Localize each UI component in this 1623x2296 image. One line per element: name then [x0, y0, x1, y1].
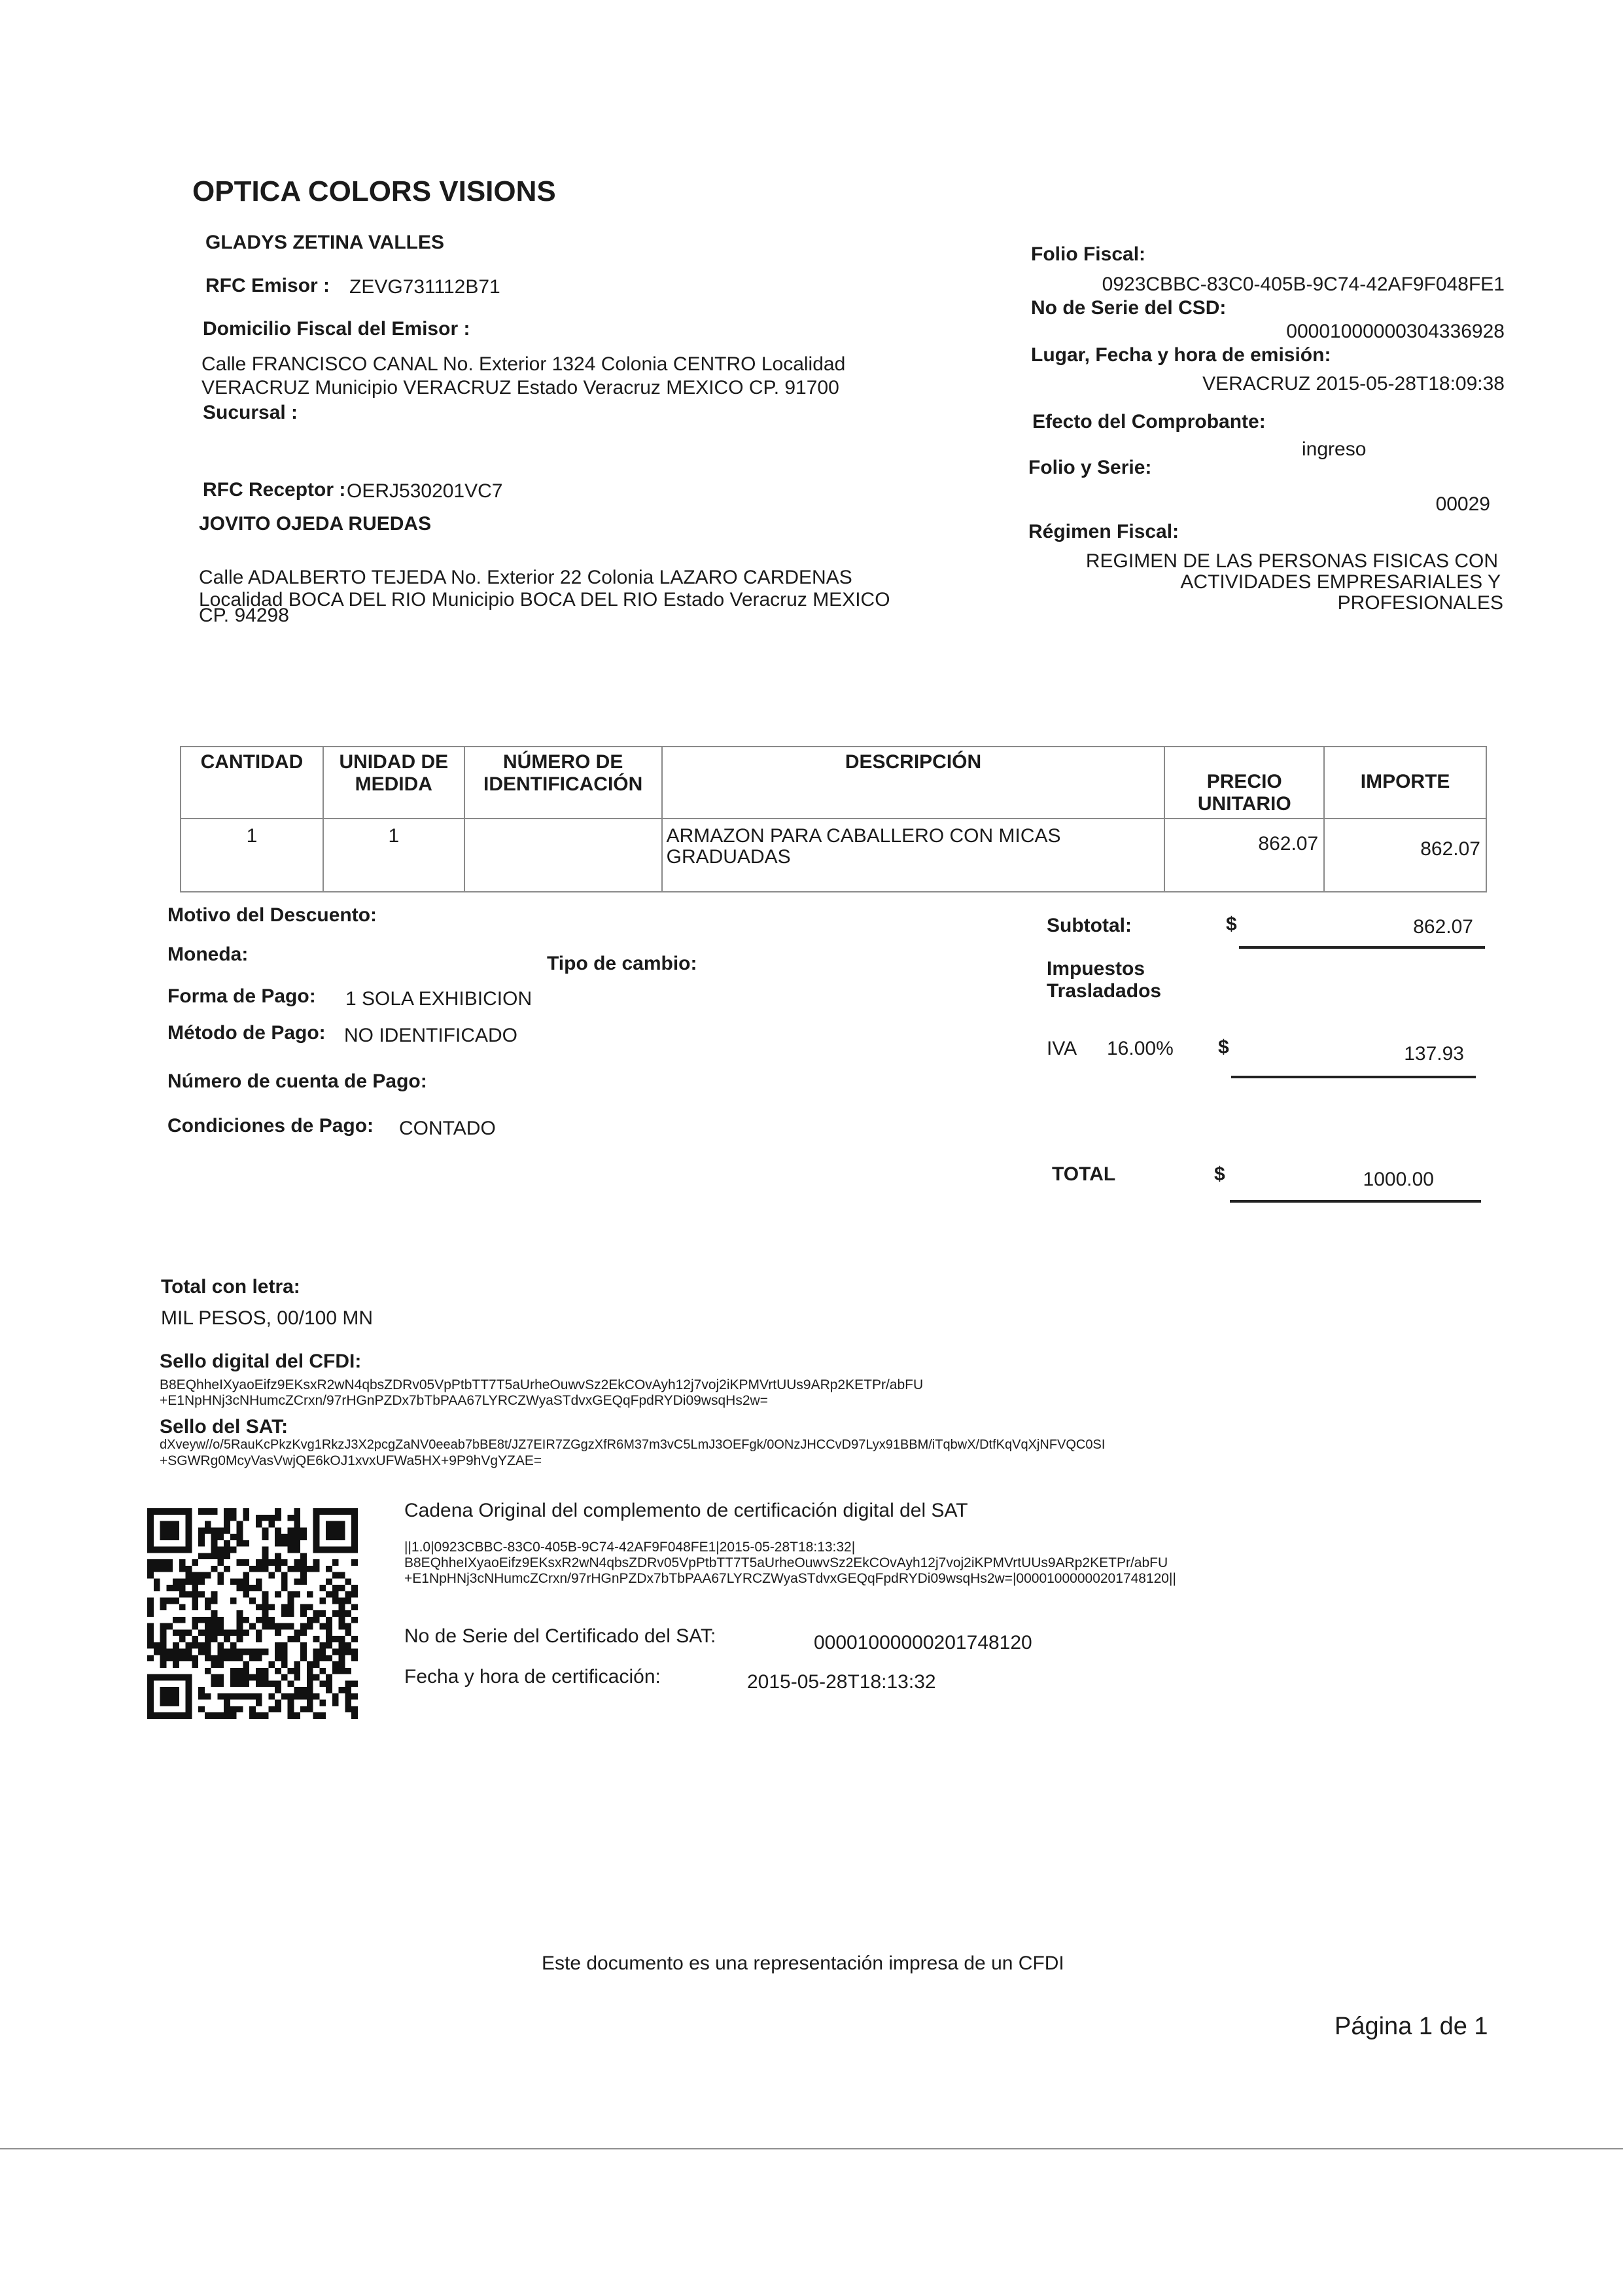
iva-rate: 16.00% [1107, 1038, 1174, 1059]
iva-currency: $ [1218, 1036, 1229, 1058]
footer-note: Este documento es una representación impresa de un CFDI [542, 1952, 1064, 1974]
lugar-label: Lugar, Fecha y hora de emisión: [1031, 344, 1331, 366]
letra-label: Total con letra: [161, 1276, 300, 1298]
receptor-addr-line2: Localidad BOCA DEL RIO Municipio BOCA DEL RIO Estado Veracruz MEXICO [199, 589, 890, 610]
items-table [180, 746, 1487, 892]
iva-rule [1231, 1076, 1476, 1078]
motivo-label: Motivo del Descuento: [167, 904, 377, 926]
col-importe: IMPORTE [1324, 747, 1486, 819]
cell-importe: 862.07 [1324, 819, 1486, 892]
total-value: 1000.00 [1363, 1169, 1434, 1190]
rfc-emisor-label: RFC Emisor : [205, 275, 330, 296]
cuenta-label: Número de cuenta de Pago: [167, 1070, 427, 1092]
folio-serie-label: Folio y Serie: [1028, 457, 1152, 478]
col-precio: PRECIO UNITARIO [1164, 747, 1324, 819]
total-rule [1230, 1200, 1481, 1203]
regimen-label: Régimen Fiscal: [1028, 521, 1179, 542]
sello-sat-line2: +SGWRg0McyVasVwjQE6kOJ1xvxUFWa5HX+9P9hVgYZAE= [160, 1453, 542, 1468]
cell-numero-id [464, 819, 662, 892]
receptor-name: JOVITO OJEDA RUEDAS [199, 513, 432, 535]
sello-sat-label: Sello del SAT: [160, 1416, 288, 1438]
subtotal-currency: $ [1226, 913, 1237, 935]
total-currency: $ [1214, 1163, 1225, 1185]
forma-label: Forma de Pago: [167, 985, 316, 1007]
emisor-name: GLADYS ZETINA VALLES [205, 232, 445, 253]
subtotal-label: Subtotal: [1047, 915, 1132, 936]
domicilio-line2: VERACRUZ Municipio VERACRUZ Estado Veracruz MEXICO CP. 91700 [201, 377, 839, 398]
forma-value: 1 SOLA EXHIBICION [345, 988, 532, 1010]
sello-cfdi-label: Sello digital del CFDI: [160, 1351, 362, 1372]
cadena-line1: ||1.0|0923CBBC-83C0-405B-9C74-42AF9F048FE1|2015-05-28T18:13:32| [404, 1540, 856, 1555]
serie-csd-value: 00001000000304336928 [1286, 321, 1505, 342]
efecto-value: ingreso [1302, 438, 1367, 460]
fecha-cert-label: Fecha y hora de certificación: [404, 1666, 661, 1687]
subtotal-rule [1239, 946, 1485, 949]
sello-cfdi-line1: B8EQhheIXyaoEifz9EKsxR2wN4qbsZDRv05VpPtbTT7T5aUrheOuwvSz2EkCOvAyh12j7voj2iKPMVrtUUs9ARp2KETPr/abFU [160, 1377, 924, 1392]
cell-precio: 862.07 [1164, 819, 1324, 892]
metodo-label: Método de Pago: [167, 1022, 326, 1044]
rfc-emisor-value: ZEVG731112B71 [349, 276, 500, 298]
tipo-cambio-label: Tipo de cambio: [547, 953, 697, 974]
letra-value: MIL PESOS, 00/100 MN [161, 1307, 374, 1329]
receptor-addr-line1: Calle ADALBERTO TEJEDA No. Exterior 22 Colonia LAZARO CARDENAS [199, 567, 852, 588]
regimen-line1: REGIMEN DE LAS PERSONAS FISICAS CON [1085, 550, 1498, 572]
metodo-value: NO IDENTIFICADO [344, 1025, 518, 1046]
domicilio-line1: Calle FRANCISCO CANAL No. Exterior 1324 Colonia CENTRO Localidad [201, 353, 846, 375]
col-cantidad: CANTIDAD [181, 747, 323, 819]
bottom-divider [0, 2148, 1623, 2149]
serie-csd-label: No de Serie del CSD: [1031, 297, 1227, 319]
impuestos-line2: Trasladados [1047, 980, 1162, 1002]
receptor-addr-line3: CP. 94298 [199, 605, 289, 626]
regimen-line3: PROFESIONALES [1337, 592, 1503, 614]
rfc-receptor-label: RFC Receptor : [203, 479, 346, 501]
cadena-title: Cadena Original del complemento de certificación digital del SAT [404, 1500, 968, 1521]
iva-value: 137.93 [1404, 1043, 1464, 1065]
folio-fiscal-label: Folio Fiscal: [1031, 243, 1146, 265]
moneda-label: Moneda: [167, 944, 249, 965]
rfc-receptor-value: OERJ530201VC7 [347, 480, 503, 502]
sello-cfdi-line2: +E1NpHNj3cNHumcZCrxn/97rHGnPZDx7bTbPAA67LYRCZWyaSTdvxGEQqFpdRYDi09wsqHs2w= [160, 1393, 768, 1408]
table-row [181, 819, 1486, 892]
folio-fiscal-value: 0923CBBC-83C0-405B-9C74-42AF9F048FE1 [1102, 274, 1505, 295]
total-label: TOTAL [1052, 1163, 1116, 1185]
table-header-row [181, 747, 1486, 819]
cell-unidad: 1 [323, 819, 464, 892]
qr-code-icon [147, 1508, 358, 1719]
cell-cantidad: 1 [181, 819, 323, 892]
serie-cert-value: 00001000000201748120 [814, 1632, 1032, 1653]
col-numero-id: NÚMERO DE IDENTIFICACIÓN [464, 747, 662, 819]
efecto-label: Efecto del Comprobante: [1032, 411, 1266, 433]
cell-descripcion: ARMAZON PARA CABALLERO CON MICAS GRADUADAS [662, 819, 1165, 892]
sucursal-label: Sucursal : [203, 402, 298, 423]
condiciones-label: Condiciones de Pago: [167, 1115, 374, 1137]
impuestos-line1: Impuestos [1047, 958, 1145, 980]
company-name: OPTICA COLORS VISIONS [192, 175, 556, 207]
domicilio-label: Domicilio Fiscal del Emisor : [203, 318, 470, 340]
cadena-line2: B8EQhheIXyaoEifz9EKsxR2wN4qbsZDRv05VpPtbTT7T5aUrheOuwvSz2EkCOvAyh12j7voj2iKPMVrtUUs9ARp2KETPr/abFU [404, 1555, 1168, 1570]
cadena-line3: +E1NpHNj3cNHumcZCrxn/97rHGnPZDx7bTbPAA67LYRCZWyaSTdvxGEQqFpdRYDi09wsqHs2w=|00001000000201748120|| [404, 1571, 1176, 1586]
subtotal-value: 862.07 [1413, 916, 1473, 938]
lugar-value: VERACRUZ 2015-05-28T18:09:38 [1202, 373, 1505, 395]
regimen-line2: ACTIVIDADES EMPRESARIALES Y [1180, 571, 1501, 593]
col-unidad: UNIDAD DE MEDIDA [323, 747, 464, 819]
page-number: Página 1 de 1 [1335, 2013, 1488, 2040]
folio-serie-value: 00029 [1435, 493, 1490, 515]
fecha-cert-value: 2015-05-28T18:13:32 [747, 1671, 936, 1693]
col-descripcion: DESCRIPCIÓN [662, 747, 1165, 819]
iva-label: IVA [1047, 1038, 1077, 1059]
condiciones-value: CONTADO [399, 1118, 496, 1139]
sello-sat-line1: dXveyw//o/5RauKcPkzKvg1RkzJ3X2pcgZaNV0eeab7bBE8t/JZ7EIR7ZGgzXfR6M37m3vC5LmJ3OEFgk/0ONzJHCCvD97Lyx91BBM/iTqbwX/DtfKqVqXjNFVQC0SI [160, 1438, 1106, 1452]
serie-cert-label: No de Serie del Certificado del SAT: [404, 1625, 716, 1647]
